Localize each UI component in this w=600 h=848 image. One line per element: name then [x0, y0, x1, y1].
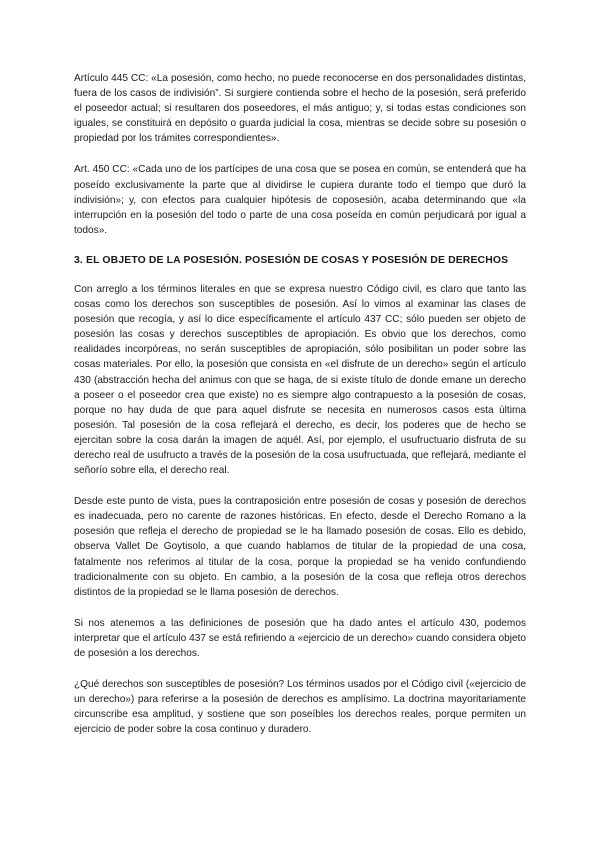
paragraph-art-450: Art. 450 CC: «Cada uno de los partícipes de una cosa que se posea en común, se entenderá que ha poseído exclusivamente la parte que al dividirse le cupiera durante todo el tiempo que duró la indivisión»; y, con efectos para cualquier hipótesis de coposesión, acaba determinando que «la interrupción en la posesión del todo o parte de una cosa poseída en común perjudicará por igual a todos».: [74, 164, 526, 236]
paragraph-art-445: Artículo 445 CC: «La posesión, como hecho, no puede reconocerse en dos personalidades distintas, fuera de los casos de indivisión”. Si surgiere contienda sobre el hecho de la posesión, será preferido el poseedor actual; si resultaren dos poseedores, el más antiguo; y, si todas estas condiciones son iguales, se constituirá en depósito o guarda judicial la cosa, mientras se decide sobre su posesión o propiedad por los trámites correspondientes».: [74, 73, 526, 145]
paragraph-body-3: Si nos atenemos a las definiciones de posesión que ha dado antes el artículo 430, podemos interpretar que el artículo 437 se está refiriendo a «ejercicio de un derecho» cuando considera objeto de posesión a los derechos.: [74, 617, 526, 659]
paragraph-body-2: Desde este punto de vista, pues la contraposición entre posesión de cosas y posesión de derechos es inadecuada, pero no carente de razones históricas. En efecto, desde el Derecho Romano a la posesión que refleja el derecho de propiedad se le ha llamado posesión de cosas. Ello es debido, observa Vallet De Goytisolo, a que cuando hablamos de titular de la propiedad de una cosa, fatalmente nos referimos al titular de la cosa, porque la propiedad se ha venido confundiendo tradicionalmente con su objeto. En cambio, a la posesión de la cosa que refleja otros derechos distintos de la propiedad se le llama posesión de derechos.: [74, 496, 526, 598]
section-heading: 3. EL OBJETO DE LA POSESIÓN. POSESIÓN DE COSAS Y POSESIÓN DE DERECHOS: [74, 254, 509, 266]
paragraph-body-4: ¿Qué derechos son susceptibles de posesión? Los términos usados por el Código civil («ejercicio de un derecho») para referirse a la posesión de derechos es amplísimo. La doctrina mayoritariamente circunscribe esa amplitud, y sostiene que son poseíbles los derechos reales, porque permiten un ejercicio de poder sobre la cosa continuo y duradero.: [74, 679, 526, 736]
page-content: [74, 71, 526, 753]
paragraph-body-1: Con arreglo a los términos literales en que se expresa nuestro Código civil, es claro que tanto las cosas como los derechos son susceptibles de posesión. Así lo vimos al examinar las clases de posesión que recogía, y así lo dice específicamente el artículo 437 CC; sólo pueden ser objeto de posesión las cosas y derechos susceptibles de apropiación. Es obvio que los derechos, como realidades incorpóreas, no serán susceptibles de apropiación, sólo posibilitan un poder sobre las cosas materiales. Por ello, la posesión que consista en «el disfrute de un derecho» según el artículo 430 (abstracción hecha del animus con que se haga, de si existe título de donde emane un derecho a poseer o el poseedor crea que existe) no es siempre algo contrapuesto a la posesión de cosas, porque no hay duda de que para aquel disfrute se necesita en numerosos casos esta última posesión. Tal posesión de la cosa reflejará el derecho, es decir, los poderes que de hecho se ejercitan sobre la cosa darán la imagen de aquél. Así, por ejemplo, el usufructuario disfruta de su derecho real de usufructo a través de la posesión de la cosa usufructuada, que reflejará, mediante el señorío sobre ella, el derecho real.: [74, 283, 526, 477]
